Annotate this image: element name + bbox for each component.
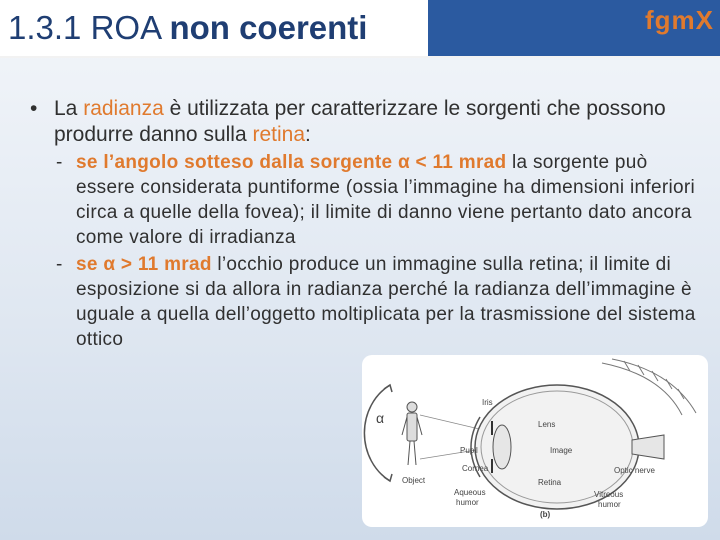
sub-bullet-2-highlight: se α > 11 mrad <box>76 254 212 275</box>
bullet-text-1: La <box>54 97 84 120</box>
slide-title <box>8 9 367 47</box>
label-pupil: Pupil <box>460 446 478 455</box>
label-image: Image <box>550 446 573 455</box>
sub-bullet-1-dash: - <box>56 152 63 173</box>
label-optic-nerve: Optic nerve <box>614 466 655 475</box>
sub-bullet-1-text <box>76 150 702 250</box>
main-bullet <box>30 96 702 148</box>
eye-diagram-figure <box>362 355 708 527</box>
title-normal: 1.3.1 ROA <box>8 9 170 46</box>
label-retina: Retina <box>538 478 562 487</box>
bullet-text-2: è utilizzata per caratterizzare le sorgenti che possono produrre danno sulla <box>54 97 666 146</box>
label-lens: Lens <box>538 420 556 429</box>
title-box <box>0 0 428 56</box>
fgmx-logo: fgmX <box>645 4 714 35</box>
sub-bullet-1 <box>56 150 702 250</box>
bullet-retina: retina <box>252 123 305 146</box>
bullet-radianza: radianza <box>83 97 164 120</box>
sub-bullet-2-rest: l’occhio produce un immagine sulla retina; il limite di esposizione si da allora in radianza perché la radianza dell’immagine è uguale a quella dell’oggetto moltiplicata per la trasmissione del sistema ottico <box>76 254 696 350</box>
title-bold: non coerenti <box>169 9 368 46</box>
slide-content <box>30 96 702 352</box>
label-object: Object <box>402 476 426 485</box>
alpha-label: α <box>376 410 385 426</box>
eye-diagram-svg <box>362 355 708 527</box>
figure-caption: (b) <box>540 510 551 519</box>
alpha-arc <box>364 385 390 481</box>
bullet-dot-icon: • <box>30 97 38 120</box>
sub-bullet-1-rest: la sorgente può essere considerata puntiforme (ossia l’immagine ha dimensioni inferiori circa a quelle della fovea); il limite di danno viene pertanto dato ancora come valore di irradianza <box>76 152 696 248</box>
sub-bullet-1-highlight: se l’angolo sotteso dalla sorgente α < 11 mrad <box>76 152 507 173</box>
label-vitreous-1: Vitreous <box>594 490 624 499</box>
title-bar <box>0 0 720 58</box>
lens-shape <box>493 425 511 469</box>
object-person-icon <box>402 402 422 465</box>
sub-bullet-2-dash: - <box>56 254 63 275</box>
label-iris: Iris <box>482 398 493 407</box>
alpha-arrow-bottom-icon <box>384 474 392 481</box>
sub-bullet-2-text <box>76 252 702 352</box>
alpha-arrow-top-icon <box>384 385 392 392</box>
sub-bullet-2 <box>56 252 702 352</box>
label-aqueous-1: Aqueous <box>454 488 486 497</box>
label-cornea: Cornea <box>462 464 489 473</box>
label-aqueous-2: humor <box>456 498 479 507</box>
main-bullet-text <box>54 96 702 148</box>
bullet-text-3: : <box>305 123 311 146</box>
label-vitreous-2: humor <box>598 500 621 509</box>
